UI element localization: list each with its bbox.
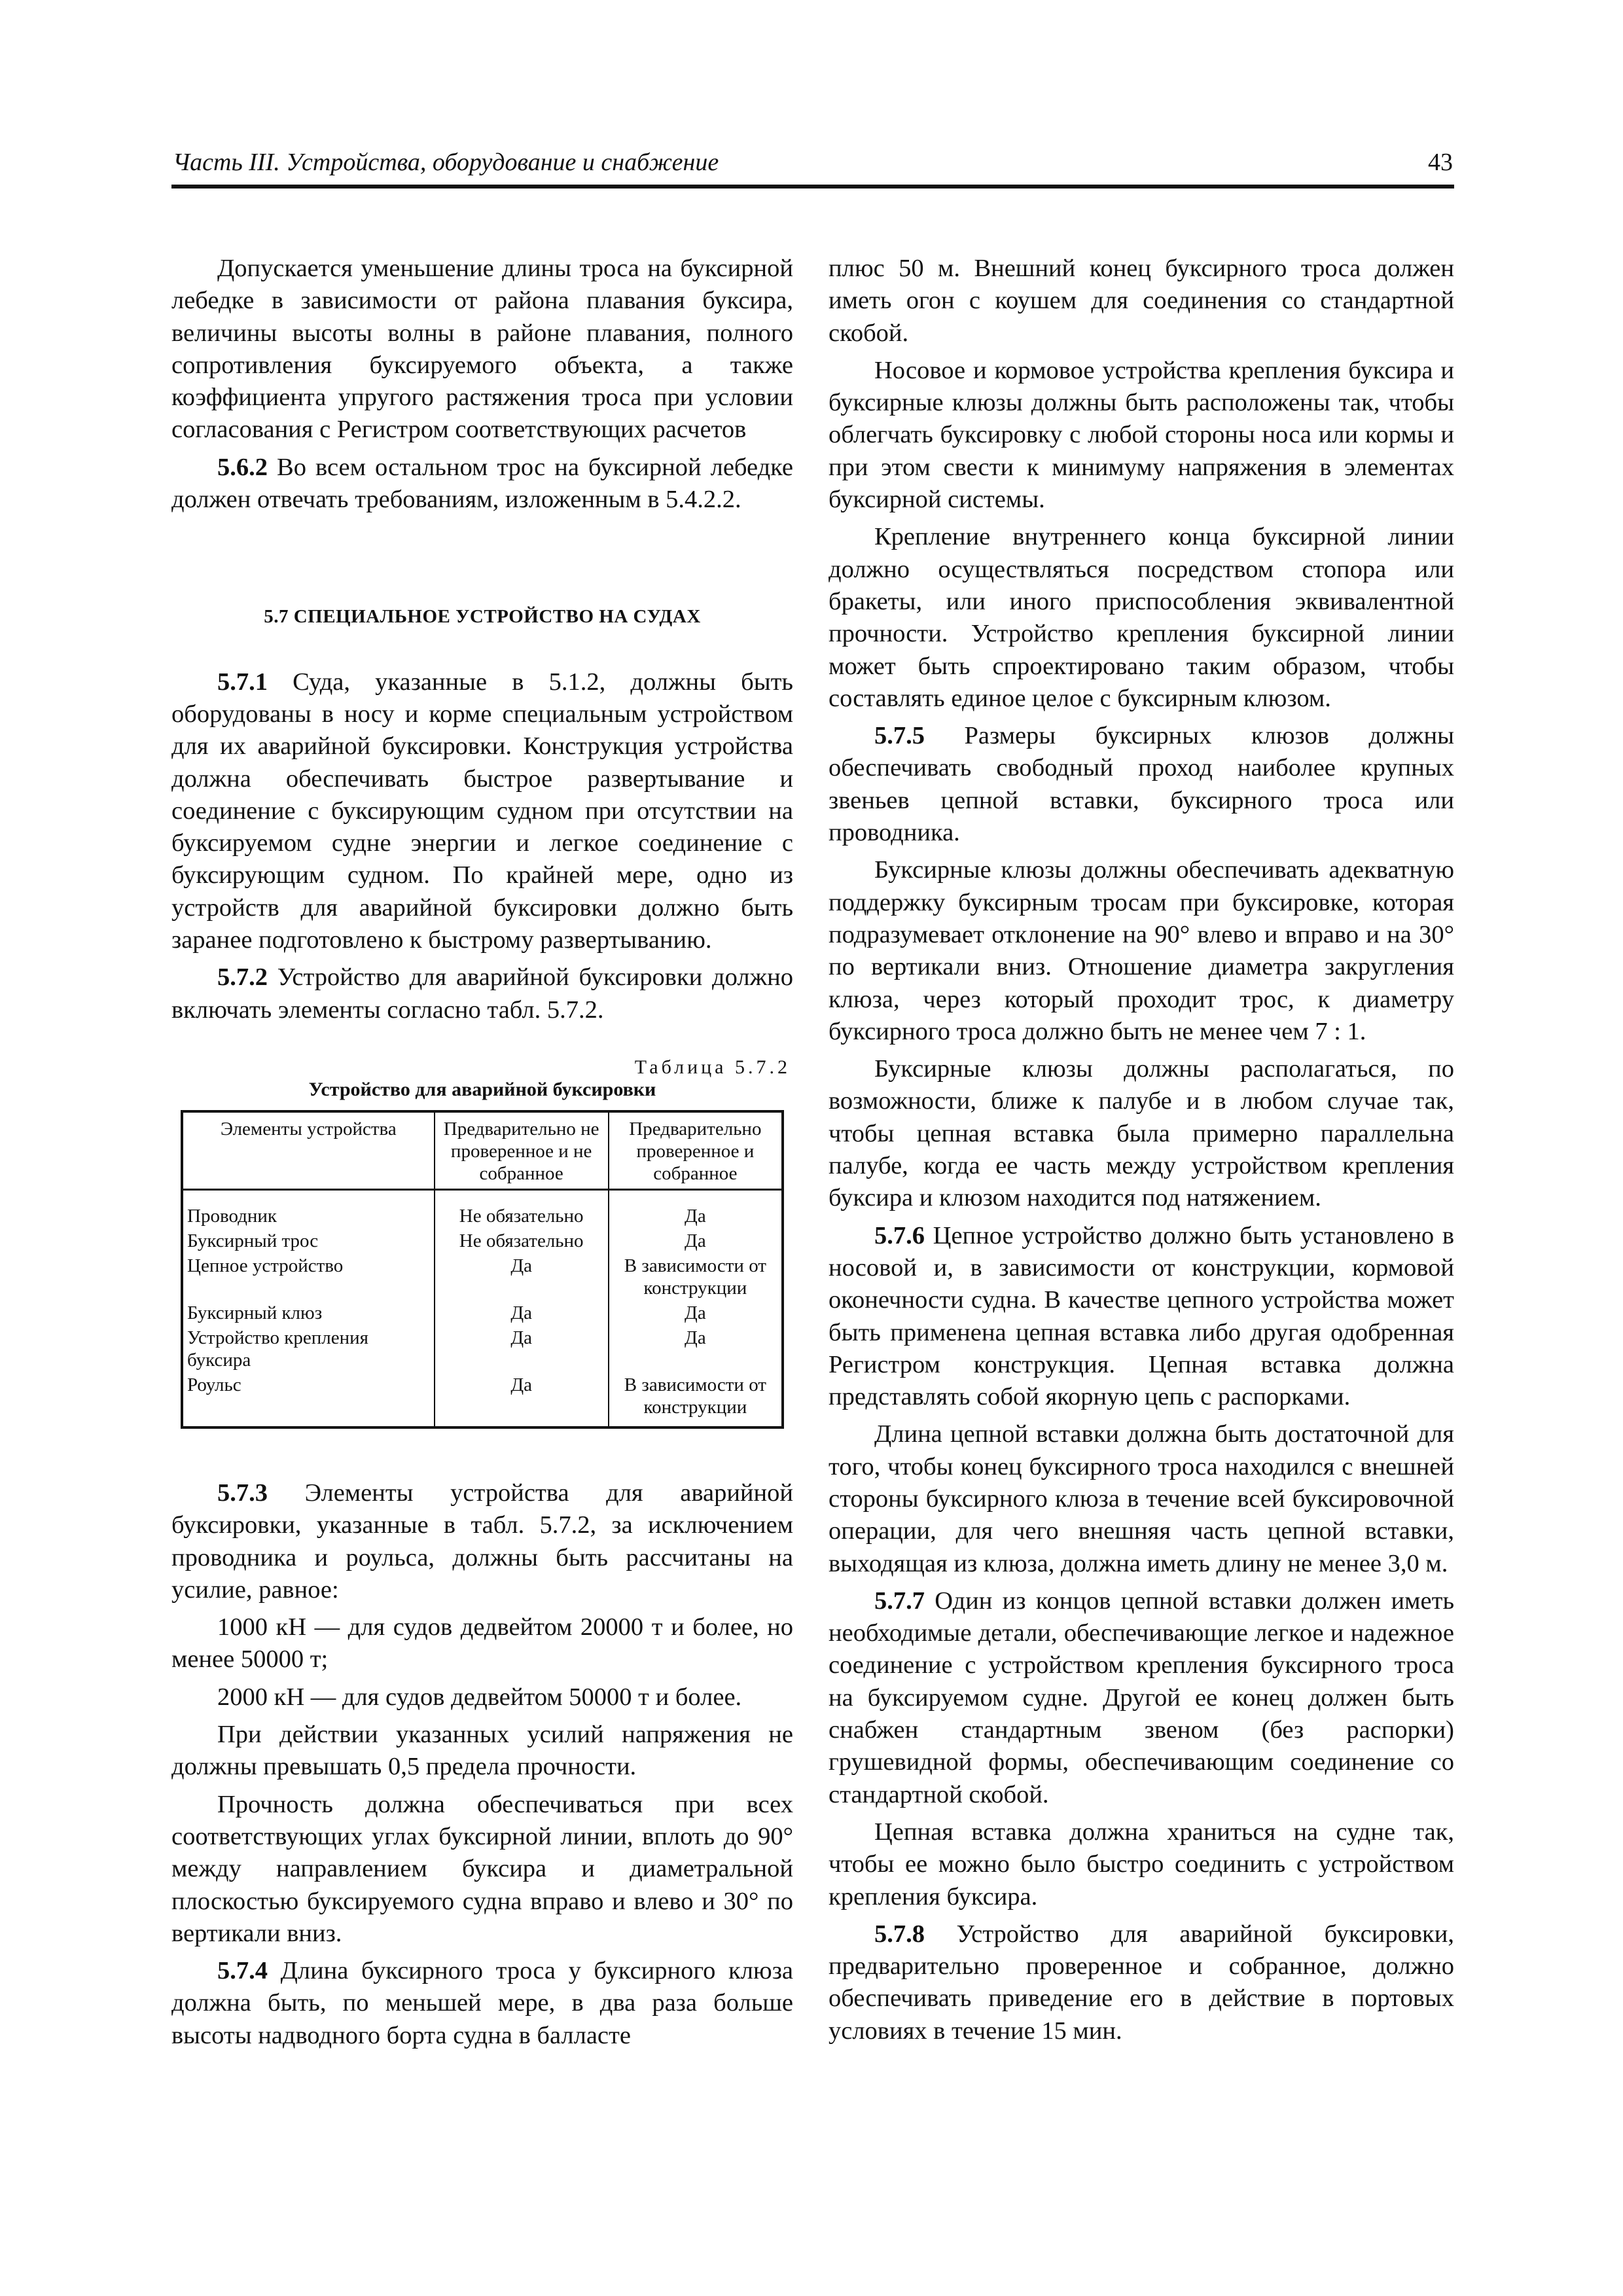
paragraph: 5.7.6 Цепное устройство должно быть установлено в носовой и, в зависимости от конструкции, кормовой оконечности судна. В качестве цепного устройства может быть применена цепная вставка либо другая одобренная Регистром конструкция. Цепная вставка должна представлять собой якорную цепь с распорками. bbox=[829, 1221, 1454, 1411]
table-cell: Буксирный трос bbox=[182, 1229, 435, 1253]
table-cell: Да bbox=[609, 1325, 783, 1372]
clause-number: 5.7.8 bbox=[874, 1920, 925, 1948]
table-header-cell: Элементы устройства bbox=[182, 1111, 435, 1190]
paragraph: Цепная вставка должна храниться на судне так, чтобы ее можно было быстро соединить с устройством крепления буксира. bbox=[829, 1818, 1454, 1910]
clause-number: 5.7.7 bbox=[874, 1587, 925, 1615]
table-cell: В зависимости от конструкции bbox=[609, 1253, 783, 1300]
clause-number: 5.7.2 bbox=[217, 963, 268, 992]
paragraph: 5.6.2 Во всем остальном трос на буксирной лебедке должен отвечать требованиям, изложенным в 5.4.2.2. bbox=[171, 453, 793, 514]
clause-number: 5.7.1 bbox=[217, 668, 268, 696]
paragraph: 5.7.4 Длина буксирного троса у буксирного клюза должна быть, по меньшей мере, в два раза больше высоты надводного борта судна в балласте bbox=[171, 1957, 793, 2049]
table-label: Таблица 5.7.2 bbox=[634, 1056, 791, 1078]
table-cell: Устройство крепления буксира bbox=[182, 1325, 435, 1372]
table-row bbox=[182, 1229, 783, 1253]
table-cell: Буксирный клюз bbox=[182, 1300, 435, 1325]
table-cell: Да bbox=[435, 1253, 609, 1300]
paragraph: При действии указанных усилий напряжения не должны превышать 0,5 предела прочности. bbox=[171, 1721, 793, 1781]
clause-number: 5.6.2 bbox=[217, 453, 268, 481]
paragraph: 5.7.1 Суда, указанные в 5.1.2, должны быть оборудованы в носу и корме специальным устройством для их аварийной буксировки. Конструкция устройства должна обеспечивать быстрое развертывание и соединение с буксирующим судном при отсутствии на буксируемом судне энергии и легкое соединение с буксирующим судном. По крайней мере, одно из устройств для аварийной буксировки должно быть заранее подготовлено к быстрому развертыванию. bbox=[171, 668, 793, 954]
paragraph: Носовое и кормовое устройства крепления буксира и буксирные клюзы должны быть расположены так, чтобы облегчать буксировку с любой стороны носа или кормы и при этом свести к минимуму напряжения в элементах буксирной системы. bbox=[829, 356, 1454, 514]
paragraph: 5.7.7 Один из концов цепной вставки должен иметь необходимые детали, обеспечивающие легкое и надежное соединение с устройством крепления буксирного троса на буксируемом судне. Другой ее конец должен быть снабжен стандартным звеном (без распорки) грушевидной формы, обеспечивающим соединение со стандартной скобой. bbox=[829, 1587, 1454, 1808]
paragraph: плюс 50 м. Внешний конец буксирного троса должен иметь огон с коушем для соединения со стандартной скобой. bbox=[829, 255, 1454, 347]
table-cell: Не обязательно bbox=[435, 1189, 609, 1229]
paragraph: Допускается уменьшение длины троса на буксирной лебедке в зависимости от района плавания буксира, величины высоты волны в районе плавания, полного сопротивления буксируемого объекта, а также коэффициента упругого растяжения троса при условии согласования с Регистром соответствующих расчетов bbox=[171, 255, 793, 444]
clause-number: 5.7.4 bbox=[217, 1957, 268, 1985]
paragraph: 5.7.2 Устройство для аварийной буксировки должно включать элементы согласно табл. 5.7.2. bbox=[171, 963, 793, 1024]
table-header-cell: Предварительно не проверенное и не собранное bbox=[435, 1111, 609, 1190]
paragraph: 5.7.8 Устройство для аварийной буксировки, предварительно проверенное и собранное, должно обеспечивать приведение его в действие в портовых условиях в течение 15 мин. bbox=[829, 1920, 1454, 2045]
section-heading: 5.7 СПЕЦИАЛЬНОЕ УСТРОЙСТВО НА СУДАХ bbox=[264, 606, 701, 628]
paragraph: Буксирные клюзы должны располагаться, по возможности, ближе к палубе и в любом случае так, чтобы цепная вставка была примерно параллельна палубе, когда ее часть между устройством крепления буксира и клюзом находится под натяжением. bbox=[829, 1055, 1454, 1212]
table-cell: Да bbox=[435, 1325, 609, 1372]
right-column bbox=[829, 253, 1454, 2047]
clause-number: 5.7.3 bbox=[217, 1479, 268, 1507]
table-cell: Да bbox=[435, 1372, 609, 1427]
table-row bbox=[182, 1253, 783, 1300]
table-row bbox=[182, 1372, 783, 1427]
table-cell: В зависимости от конструкции bbox=[609, 1372, 783, 1427]
paragraph: 2000 кН — для судов дедвейтом 50000 т и более. bbox=[217, 1683, 742, 1711]
paragraph: 1000 кН — для судов дедвейтом 20000 т и более, но менее 50000 т; bbox=[171, 1613, 793, 1674]
running-title: Часть III. Устройства, оборудование и снабжение bbox=[173, 149, 719, 176]
table-title: Устройство для аварийной буксировки bbox=[308, 1078, 656, 1100]
table-cell: Не обязательно bbox=[435, 1229, 609, 1253]
paragraph: Прочность должна обеспечиваться при всех соответствующих углах буксирной линии, вплоть до 90° между направлением буксира и диаметральной плоскостью буксируемого судна вправо и влево и 30° по вертикали вниз. bbox=[171, 1790, 793, 1947]
table-5-7-2 bbox=[181, 1110, 784, 1429]
paragraph: Крепление внутреннего конца буксирной линии должно осуществляться посредством стопора или бракеты, или иного приспособления эквивалентной прочности. Устройство крепления буксирной линии может быть спроектировано таким образом, чтобы составлять единое целое с буксирным клюзом. bbox=[829, 523, 1454, 712]
paragraph: Длина цепной вставки должна быть достаточной для того, чтобы конец буксирного троса находился с внешней стороны буксирного клюза в течение всей буксировочной операции, для чего внешняя часть цепной вставки, выходящая из клюза, должна иметь длину не менее 3,0 м. bbox=[829, 1420, 1454, 1577]
table-cell: Проводник bbox=[182, 1189, 435, 1229]
table-row bbox=[182, 1189, 783, 1229]
table-cell: Роульс bbox=[182, 1372, 435, 1427]
clause-number: 5.7.5 bbox=[874, 722, 925, 750]
page-header bbox=[171, 145, 1454, 188]
table-cell: Да bbox=[435, 1300, 609, 1325]
table-cell: Да bbox=[609, 1300, 783, 1325]
paragraph: Буксирные клюзы должны обеспечивать адекватную поддержку буксирным тросам при буксировке, которая подразумевает отклонение на 90° влево и вправо и на 30° по вертикали вниз. Отношение диаметра закругления клюза, через который проходит трос, к диаметру буксирного троса должно быть не менее чем 7 : 1. bbox=[829, 856, 1454, 1045]
table-header-cell: Предварительно проверенное и собранное bbox=[609, 1111, 783, 1190]
table-header-row bbox=[182, 1111, 783, 1190]
table-row bbox=[182, 1300, 783, 1325]
paragraph: 5.7.3 Элементы устройства для аварийной буксировки, указанные в табл. 5.7.2, за исключением проводника и роульса, должны быть рассчитаны на усилие, равное: bbox=[171, 1479, 793, 1604]
table-cell: Да bbox=[609, 1229, 783, 1253]
clause-number: 5.7.6 bbox=[874, 1221, 925, 1249]
paragraph: 5.7.5 Размеры буксирных клюзов должны обеспечивать свободный проход наиболее крупных звеньев цепной вставки, буксирного троса или проводника. bbox=[829, 722, 1454, 847]
page-number: 43 bbox=[1428, 149, 1453, 176]
table-cell: Цепное устройство bbox=[182, 1253, 435, 1300]
left-column bbox=[171, 253, 793, 2052]
table-row bbox=[182, 1325, 783, 1372]
table-cell: Да bbox=[609, 1189, 783, 1229]
